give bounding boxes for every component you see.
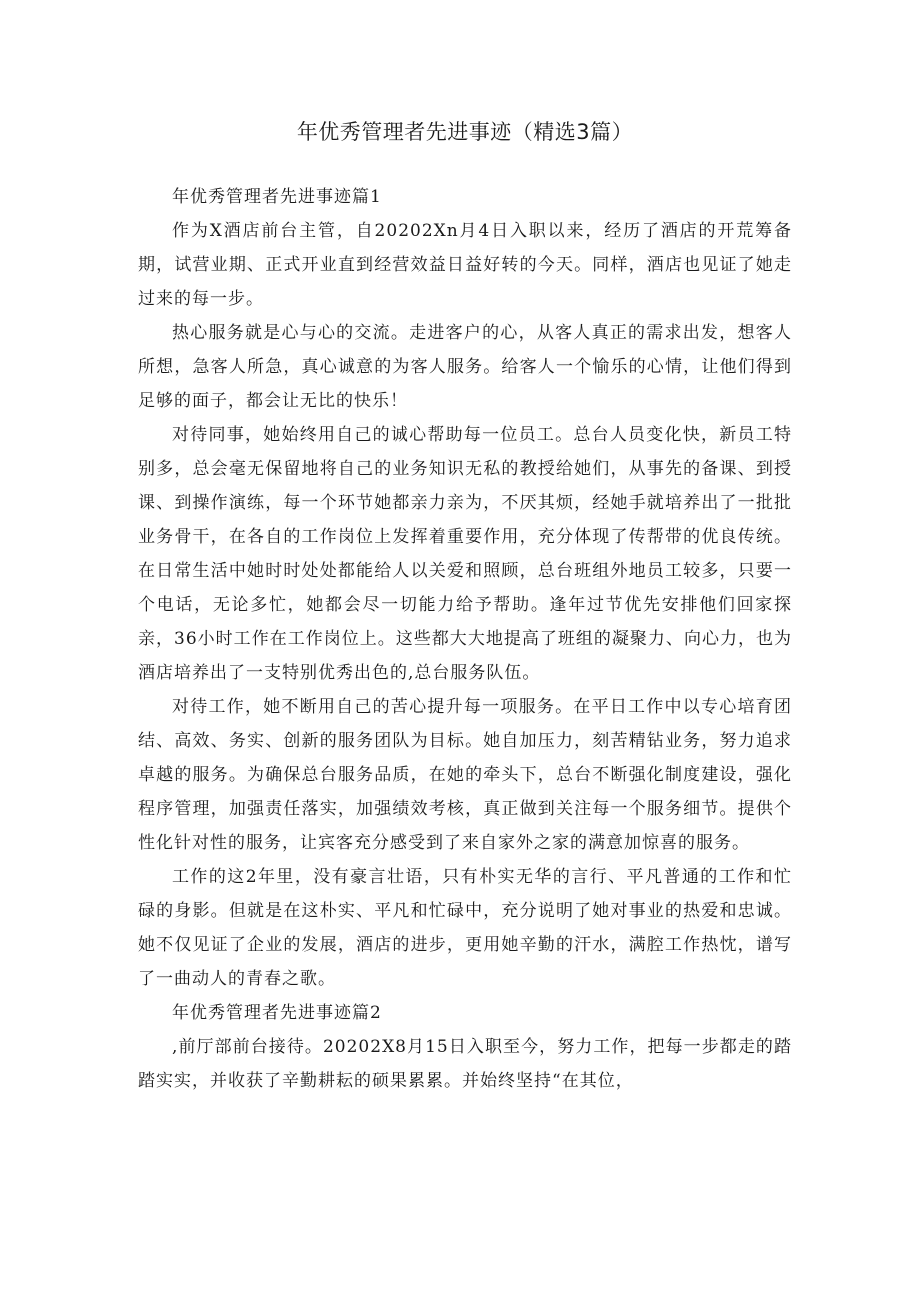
paragraph-5: 工作的这2年里，没有豪言壮语，只有朴实无华的言行、平凡普通的工作和忙碌的身影。但就是在这朴实、平凡和忙碌中，充分说明了她对事业的热爱和忠诚。她不仅见证了企业的发展，酒店的进步，更用她辛勤的汗水，满腔工作热忱，谱写了一曲动人的青春之歌。 (138, 867, 792, 989)
section-heading-1: 年优秀管理者先进事迹篇1 (172, 187, 382, 207)
paragraph-3: 对待同事，她始终用自己的诚心帮助每一位员工。总台人员变化快，新员工特别多，总会毫无保留地将自己的业务知识无私的教授给她们，从事先的备课、到授课、到操作演练，每一个环节她都亲力亲为，不厌其烦，经她手就培养出了一批批业务骨干，在各自的工作岗位上发挥着重要作用，充分体现了传帮带的优良传统。在日常生活中她时时处处都能给人以关爱和照顾，总台班组外地员工较多，只要一个电话，无论多忙，她都会尽一切能力给予帮助。逢年过节优先安排他们回家探亲，36小时工作在工作岗位上。这些都大大地提高了班组的凝聚力、向心力，也为酒店培养出了一支特别优秀出色的,总台服务队伍。 (138, 425, 792, 683)
document-title: 年优秀管理者先进事迹（精选3篇） (296, 120, 634, 144)
document-body (138, 180, 792, 1098)
paragraph-6: ,前厅部前台接待。20202X8月15日入职至今，努力工作，把每一步都走的踏踏实实，并收获了辛勤耕耘的硕果累累。并始终坚持“在其位， (138, 1037, 792, 1091)
paragraph-1: 作为X酒店前台主管，自20202Xn月4日入职以来，经历了酒店的开荒筹备期，试营业期、正式开业直到经营效益日益好转的今天。同样，酒店也见证了她走过来的每一步。 (138, 221, 792, 309)
section-heading-2: 年优秀管理者先进事迹篇2 (172, 1003, 382, 1023)
paragraph-4: 对待工作，她不断用自己的苦心提升每一项服务。在平日工作中以专心培育团结、高效、务实、创新的服务团队为目标。她自加压力，刻苦精钻业务，努力追求卓越的服务。为确保总台服务品质，在她的牵头下，总台不断强化制度建设，强化程序管理，加强责任落实，加强绩效考核，真正做到关注每一个服务细节。提供个性化针对性的服务，让宾客充分感受到了来自家外之家的满意加惊喜的服务。 (138, 697, 792, 853)
paragraph-2: 热心服务就是心与心的交流。走进客户的心，从客人真正的需求出发，想客人所想，急客人所急，真心诚意的为客人服务。给客人一个愉乐的心情，让他们得到足够的面子，都会让无比的快乐！ (138, 323, 792, 411)
